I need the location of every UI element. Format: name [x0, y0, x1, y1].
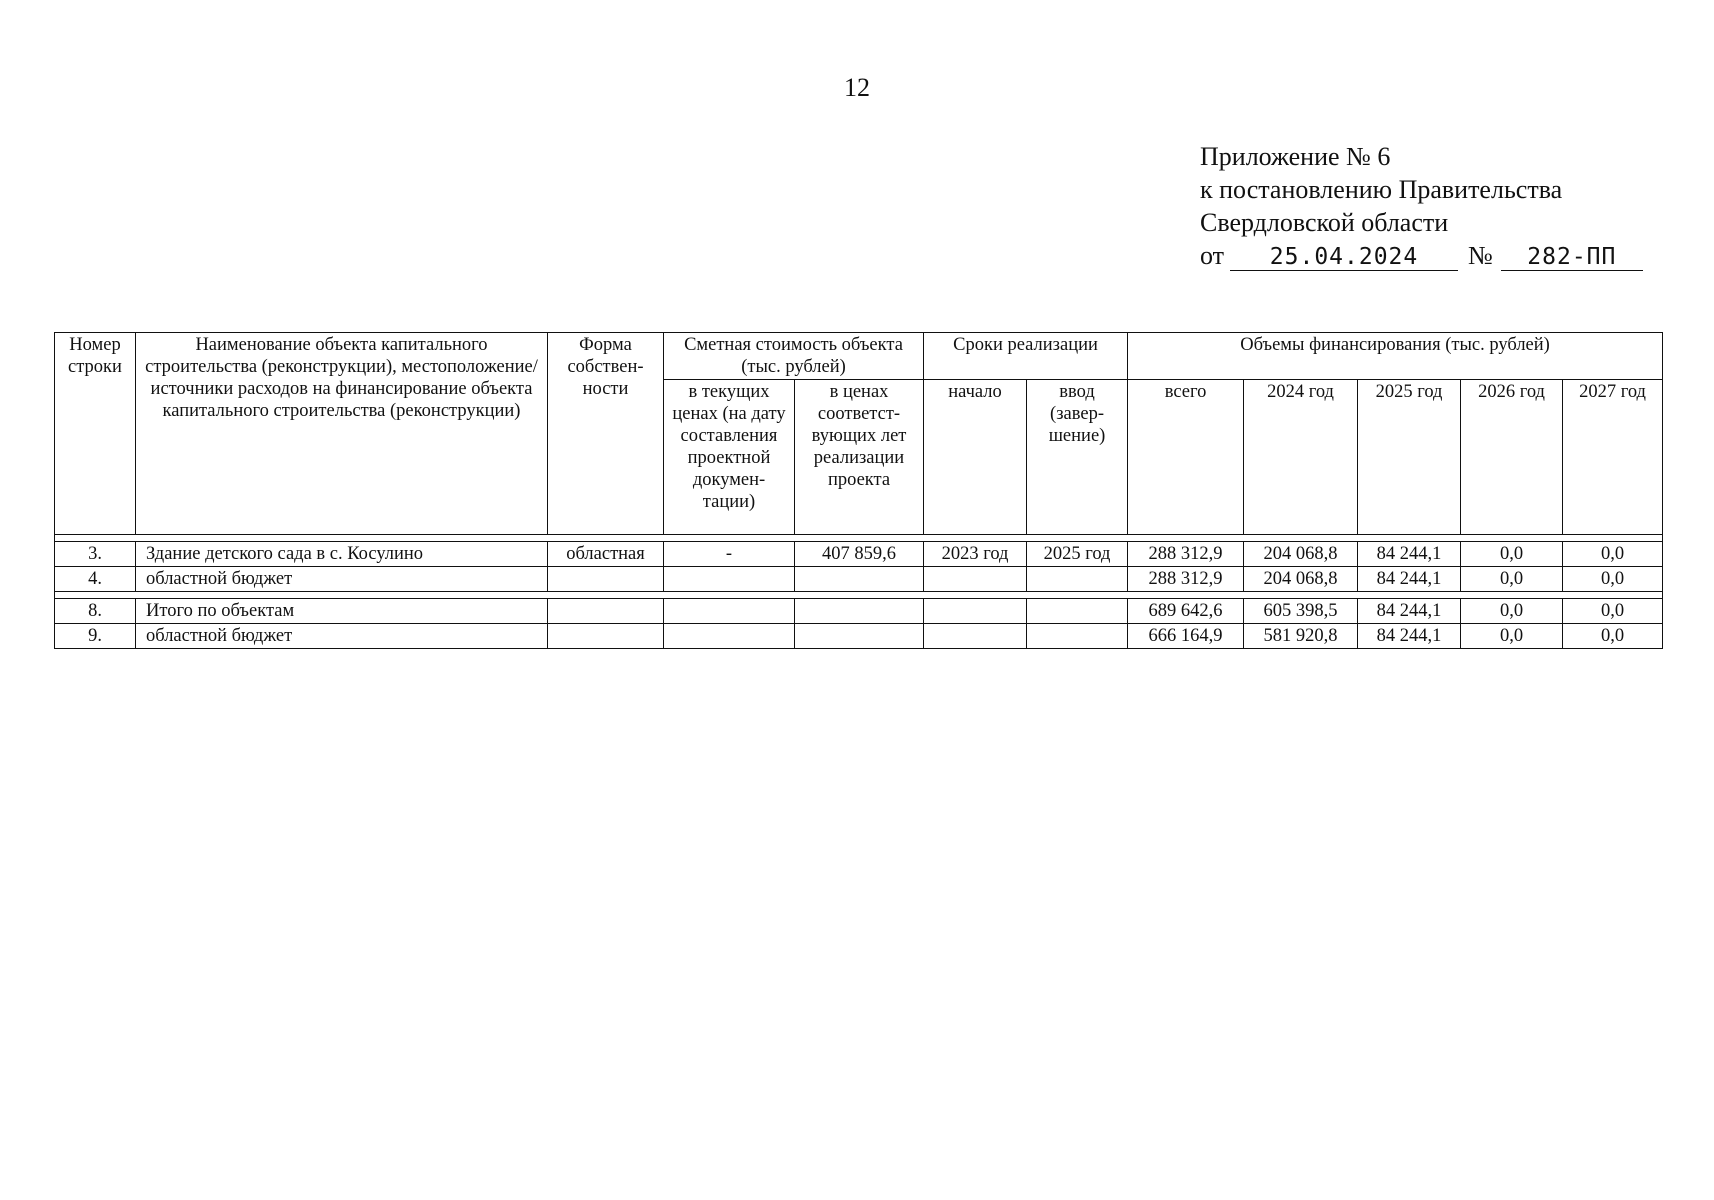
cell-2027: 0,0: [1563, 599, 1663, 624]
table-row: [55, 542, 1663, 567]
header-estimated-cost: Сметная стоимость объекта (тыс. рублей): [664, 333, 924, 380]
table-row: [55, 599, 1663, 624]
cell-commission: [1027, 567, 1128, 592]
header-2025: 2025 год: [1358, 380, 1461, 535]
cell-total: 666 164,9: [1128, 624, 1244, 649]
header-name: Наименование объекта капитального строительства (реконструкции), местоположение/ источники расходов на финансирование объекта капитального строительства (реконструкции): [136, 333, 548, 535]
cell-start: [924, 624, 1027, 649]
cell-2026: 0,0: [1461, 599, 1563, 624]
header-2026: 2026 год: [1461, 380, 1563, 535]
cell-cost-years: [795, 599, 924, 624]
cell-2025: 84 244,1: [1358, 599, 1461, 624]
cell-name: Здание детского сада в с. Косулино: [136, 542, 548, 567]
header-2024: 2024 год: [1244, 380, 1358, 535]
cell-num: 4.: [55, 567, 136, 592]
header-row-number: Номер строки: [55, 333, 136, 535]
header-row-1: [55, 333, 1663, 380]
appendix-header: [1200, 140, 1660, 272]
cell-num: 9.: [55, 624, 136, 649]
header-cost-years: в ценах соответст-вующих лет реализации проекта: [795, 380, 924, 535]
cell-2027: 0,0: [1563, 567, 1663, 592]
cell-start: 2023 год: [924, 542, 1027, 567]
financing-table: [54, 332, 1663, 649]
cell-name: областной бюджет: [136, 624, 548, 649]
cell-num: 8.: [55, 599, 136, 624]
cell-2026: 0,0: [1461, 542, 1563, 567]
cell-cost-current: -: [664, 542, 795, 567]
cell-2026: 0,0: [1461, 567, 1563, 592]
cell-2027: 0,0: [1563, 542, 1663, 567]
cell-cost-years: [795, 567, 924, 592]
cell-name: Итого по объектам: [136, 599, 548, 624]
header-2027: 2027 год: [1563, 380, 1663, 535]
header-start: начало: [924, 380, 1027, 535]
header-cost-current: в текущих ценах (на дату составления проектной докумен-тации): [664, 380, 795, 535]
cell-commission: 2025 год: [1027, 542, 1128, 567]
appendix-date-number-line: [1200, 239, 1660, 272]
cell-total: 288 312,9: [1128, 542, 1244, 567]
cell-2024: 605 398,5: [1244, 599, 1358, 624]
number-label: №: [1468, 241, 1493, 270]
cell-2024: 581 920,8: [1244, 624, 1358, 649]
appendix-resolution-line: к постановлению Правительства: [1200, 175, 1563, 204]
cell-total: 288 312,9: [1128, 567, 1244, 592]
cell-2027: 0,0: [1563, 624, 1663, 649]
cell-2025: 84 244,1: [1358, 624, 1461, 649]
table-row: [55, 624, 1663, 649]
table-gap: [55, 592, 1663, 599]
appendix-title: Приложение № 6: [1200, 142, 1391, 171]
header-commission: ввод (завер-шение): [1027, 380, 1128, 535]
cell-total: 689 642,6: [1128, 599, 1244, 624]
resolution-date: 25.04.2024: [1230, 244, 1458, 271]
table-row: [55, 567, 1663, 592]
cell-2024: 204 068,8: [1244, 542, 1358, 567]
cell-cost-current: [664, 599, 795, 624]
cell-start: [924, 567, 1027, 592]
header-total: всего: [1128, 380, 1244, 535]
cell-cost-years: 407 859,6: [795, 542, 924, 567]
header-terms: Сроки реализации: [924, 333, 1128, 380]
cell-2026: 0,0: [1461, 624, 1563, 649]
cell-ownership: [548, 624, 664, 649]
cell-2025: 84 244,1: [1358, 567, 1461, 592]
cell-ownership: [548, 599, 664, 624]
cell-ownership: областная: [548, 542, 664, 567]
cell-num: 3.: [55, 542, 136, 567]
cell-cost-years: [795, 624, 924, 649]
cell-ownership: [548, 567, 664, 592]
cell-commission: [1027, 624, 1128, 649]
cell-name: областной бюджет: [136, 567, 548, 592]
header-ownership: Форма собствен-ности: [548, 333, 664, 535]
cell-cost-current: [664, 624, 795, 649]
page-number: 12: [844, 73, 870, 102]
from-label: от: [1200, 241, 1225, 270]
cell-commission: [1027, 599, 1128, 624]
appendix-region-line: Свердловской области: [1200, 208, 1449, 237]
header-financing: Объемы финансирования (тыс. рублей): [1128, 333, 1663, 380]
cell-cost-current: [664, 567, 795, 592]
cell-start: [924, 599, 1027, 624]
table-gap: [55, 535, 1663, 542]
resolution-number: 282-ПП: [1501, 244, 1643, 271]
cell-2024: 204 068,8: [1244, 567, 1358, 592]
cell-2025: 84 244,1: [1358, 542, 1461, 567]
